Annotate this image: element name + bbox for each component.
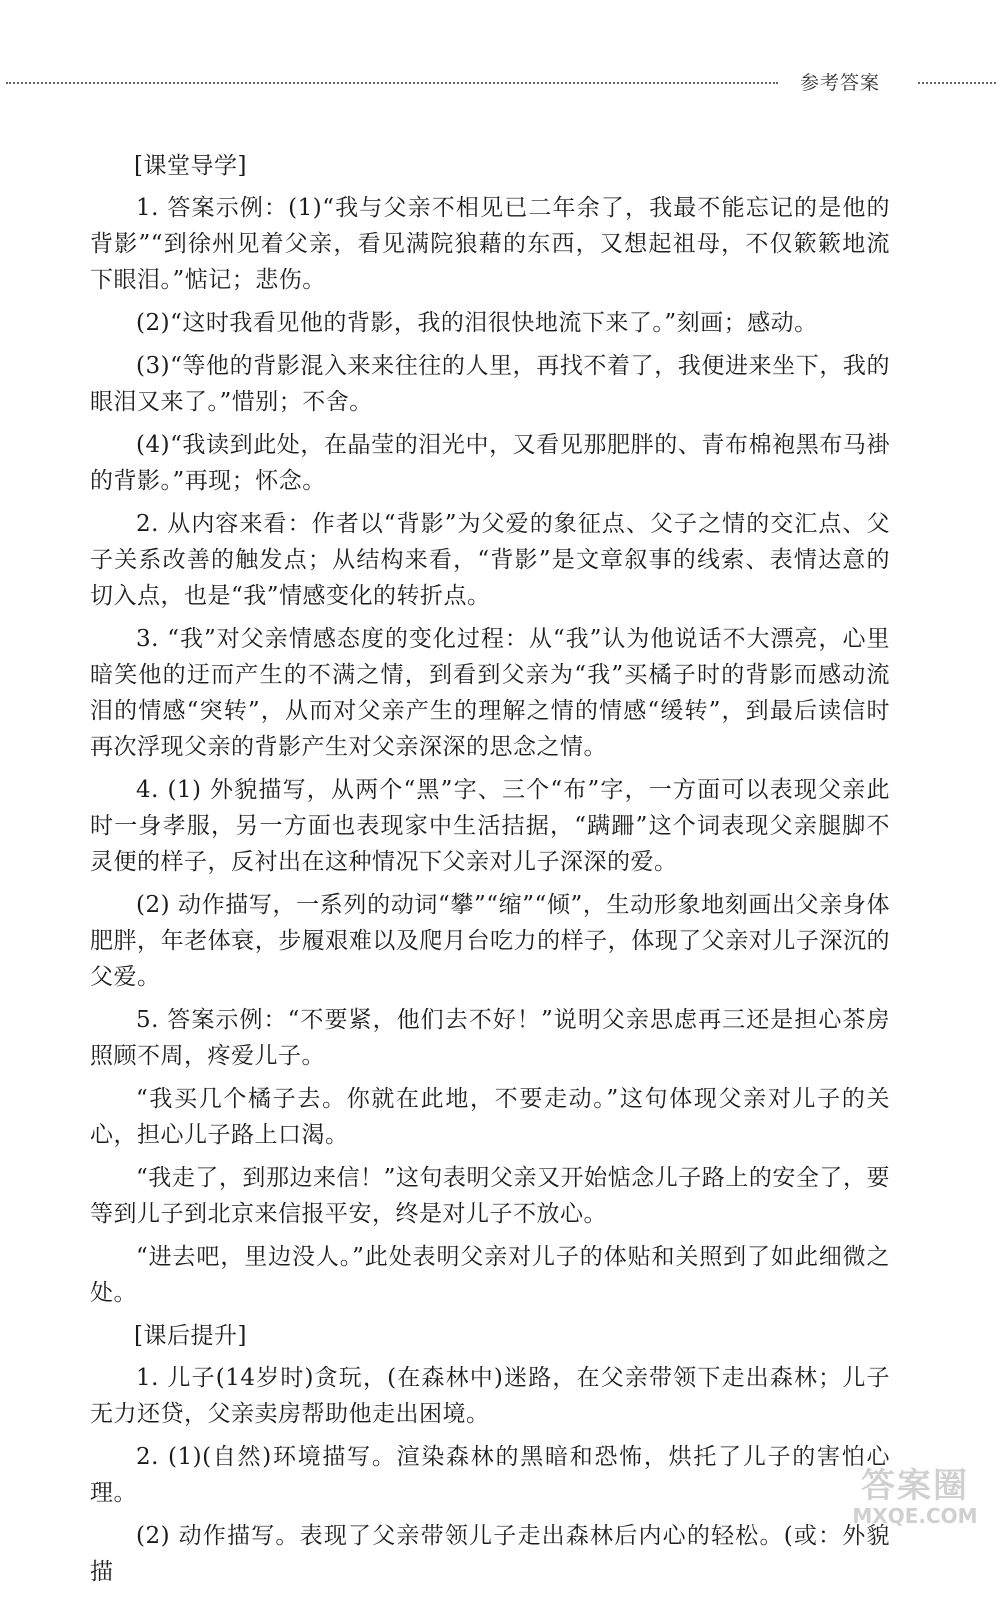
answer-paragraph: “进去吧，里边没人。”此处表明父亲对儿子的体贴和关照到了如此细微之处。: [90, 1244, 890, 1306]
answer-paragraph: (2) 动作描写。表现了父亲带领儿子走出森林后内心的轻松。(或：外貌描: [90, 1523, 890, 1585]
answer-paragraph: (2) 动作描写，一系列的动词“攀”“缩”“倾”，生动形象地刻画出父亲身体肥胖，年老体衰，步履艰难以及爬月台吃力的样子，体现了父亲对儿子深沉的父爱。: [90, 892, 890, 990]
section-heading: [课后提升]: [134, 1323, 247, 1349]
watermark-logo: [835, 1468, 995, 1534]
answer-paragraph: 1. 儿子(14岁时)贪玩，(在森林中)迷路，在父亲带领下走出森林；儿子无力还贷，父亲卖房帮助他走出困境。: [90, 1365, 890, 1427]
answer-paragraph: 2. 从内容来看：作者以“背影”为父爱的象征点、父子之情的交汇点、父子关系改善的触发点；从结构来看，“背影”是文章叙事的线索、表情达意的切入点，也是“我”情感变化的转折点。: [90, 511, 890, 609]
answer-paragraph: (3)“等他的背影混入来来往往的人里，再找不着了，我便进来坐下，我的眼泪又来了。”惜别；不舍。: [90, 353, 890, 415]
answer-paragraph: “我走了，到那边来信！”这句表明父亲又开始惦念儿子路上的安全了，要等到儿子到北京来信报平安，终是对儿子不放心。: [90, 1165, 890, 1227]
answer-paragraph: (4)“我读到此处，在晶莹的泪光中，又看见那肥胖的、青布棉袍黑布马褂的背影。”再现；怀念。: [90, 432, 890, 494]
header-dotted-rule-left: [6, 82, 778, 84]
answer-paragraph: “我买几个橘子去。你就在此地，不要走动。”这句体现父亲对儿子的关心，担心儿子路上口渴。: [90, 1086, 890, 1148]
section-heading: [课堂导学]: [134, 153, 247, 179]
header-title: 参考答案: [800, 72, 881, 94]
page-header: [0, 62, 1000, 102]
answer-content: [90, 148, 890, 1597]
answer-paragraph: 2. (1)(自然)环境描写。渲染森林的黑暗和恐怖，烘托了儿子的害怕心理。: [90, 1444, 890, 1506]
watermark-text: 答案圈: [861, 1466, 969, 1506]
watermark-url: MXQE.COM: [852, 1504, 978, 1528]
answer-paragraph: (2)“这时我看见他的背影，我的泪很快地流下来了。”刻画；感动。: [136, 310, 818, 336]
answer-paragraph: 4. (1) 外貌描写，从两个“黑”字、三个“布”字，一方面可以表现父亲此时一身孝服，另一方面也表现家中生活拮据，“蹒跚”这个词表现父亲腿脚不灵便的样子，反衬出在这种情况下父亲对儿子深深的爱。: [90, 777, 890, 875]
answer-paragraph: 5. 答案示例：“不要紧，他们去不好！”说明父亲思虑再三还是担心茶房照顾不周，疼爱儿子。: [90, 1007, 890, 1069]
answer-paragraph: 1. 答案示例：(1)“我与父亲不相见已二年余了，我最不能忘记的是他的背影”“到徐州见着父亲，看见满院狼藉的东西，又想起祖母，不仅簌簌地流下眼泪。”惦记；悲伤。: [90, 195, 890, 293]
header-dotted-rule-right: [918, 82, 996, 84]
answer-paragraph: 3. “我”对父亲情感态度的变化过程：从“我”认为他说话不大漂亮，心里暗笑他的迂而产生的不满之情，到看到父亲为“我”买橘子时的背影而感动流泪的情感“突转”，从而对父亲产生的理解之情的情感“缓转”，到最后读信时再次浮现父亲的背影产生对父亲深深的思念之情。: [90, 626, 890, 760]
